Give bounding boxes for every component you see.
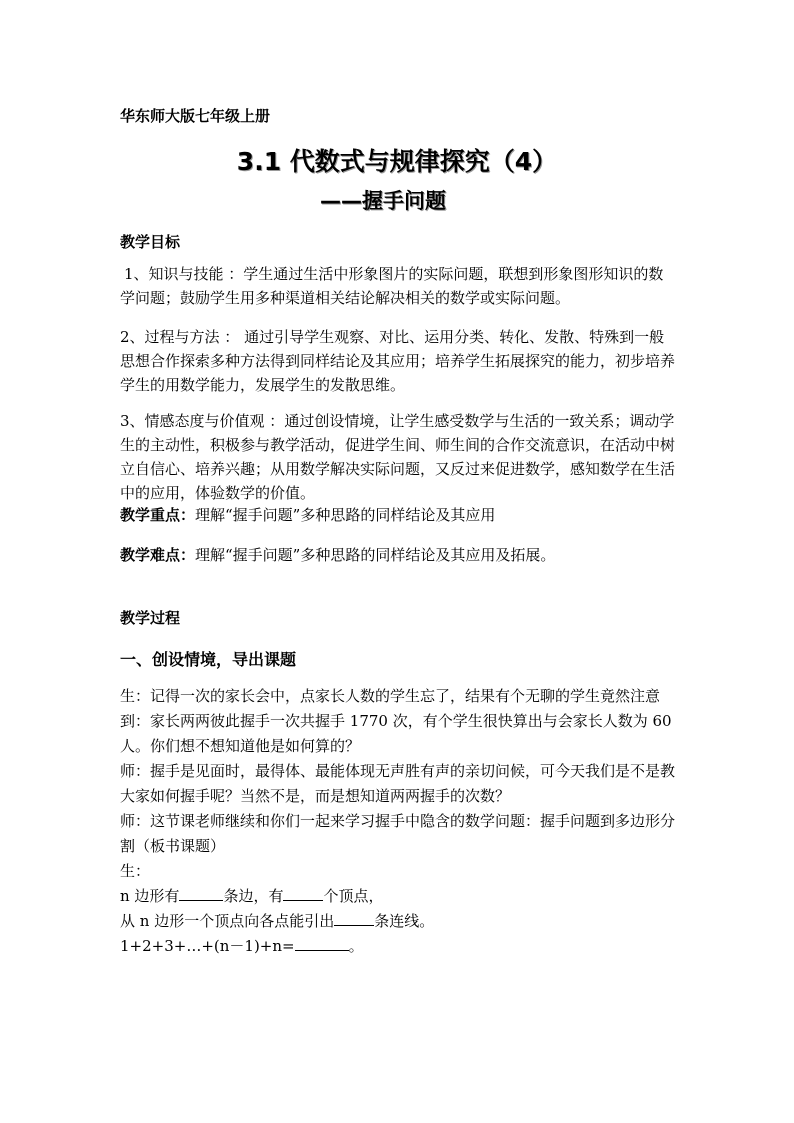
- dialog-line: 生：记得一次的家长会中，点家长人数的学生忘了，结果有个无聊的学生竟然注意到：家长两两彼此握手一次共握手 1770 次，有个学生很快算出与会家长人数为 60 人。你们想不想知道他是如何算的？: [120, 687, 672, 755]
- answer-blank[interactable]: [179, 886, 223, 901]
- document-subtitle: ——握手问题: [320, 189, 446, 213]
- goals-heading: 教学目标: [120, 233, 181, 251]
- goal-item: 3、情感态度与价值观 ：通过创设情境，让学生感受数学与生活的一致关系；调动学生的主动性，积极参与教学活动，促进学生间、师生间的合作交流意识，在活动中树立自信心、培养兴趣；从用数学解决实际问题，又反过来促进数学，感知数学在生活中的应用，体验数学的价值。: [120, 412, 676, 502]
- difficulty-point: [120, 543, 676, 567]
- section-heading: 一、创设情境，导出课题: [120, 650, 297, 669]
- dialog-block: [120, 684, 676, 959]
- question-line: 1+2+3+…+(n－1)+n= 。: [120, 937, 364, 955]
- answer-blank[interactable]: [283, 886, 323, 901]
- dialog-line: 师：这节课老师继续和你们一起来学习握手中隐含的数学问题：握手问题到多边形分割（板书课题）: [120, 812, 676, 855]
- difficulty-label: 教学难点：: [120, 546, 196, 564]
- goal-item: 2、过程与方法 ： 通过引导学生观察、对比、运用分类、转化、发散、特殊到一般思想合作探索多种方法得到同样结论及其应用；培养学生拓展探究的能力，初步培养学生的用数学能力，发展学生的发散思维。: [120, 328, 676, 394]
- answer-blank[interactable]: [334, 911, 374, 926]
- key-point-label: 教学重点：: [120, 506, 196, 524]
- dialog-line: 生：: [120, 862, 151, 880]
- difficulty-text: 理解“握手问题”多种思路的同样结论及其应用及拓展。: [195, 546, 556, 564]
- publisher-label: 华东师大版七年级上册: [120, 107, 271, 125]
- dialog-line: 师：握手是见面时，最得体、最能体现无声胜有声的亲切问候，可今天我们是不是教大家如何握手呢？当然不是，而是想知道两两握手的次数？: [120, 762, 676, 805]
- key-point: [120, 503, 676, 527]
- question-line: n 边形有 条边，有 个顶点，: [120, 887, 384, 905]
- key-point-text: 理解“握手问题”多种思路的同样结论及其应用: [195, 506, 496, 524]
- goal-item: 1、知识与技能 ：学生通过生活中形象图片的实际问题，联想到形象图形知识的数学问题；鼓励学生用多种渠道相关结论解决相关的数学或实际问题。: [120, 265, 664, 307]
- answer-blank[interactable]: [295, 936, 349, 951]
- question-line: 从 n 边形一个顶点向各点能引出 条连线。: [120, 912, 435, 930]
- document-title: 3.1 代数式与规律探究（4）: [236, 147, 558, 176]
- process-heading: 教学过程: [120, 609, 181, 627]
